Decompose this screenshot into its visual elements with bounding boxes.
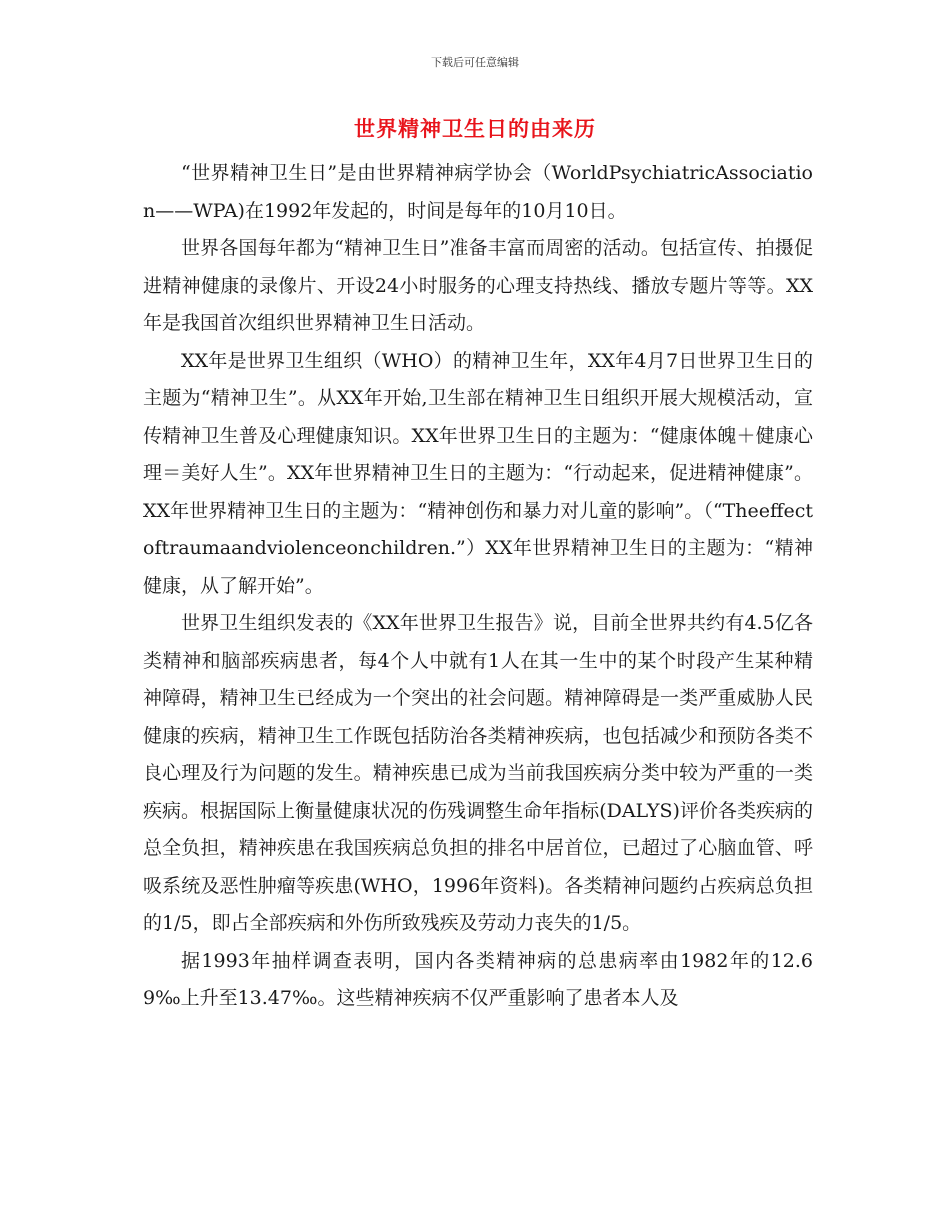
document-title: 世界精神卫生日的由来历	[354, 117, 596, 141]
paragraph-origin: “世界精神卫生日”是由世界精神病学协会（WorldPsychiatricAssociation——WPA)在1992年发起的，时间是每年的10月10日。	[143, 162, 813, 222]
header-note: 下载后可任意编辑	[431, 56, 519, 69]
paragraph-themes: XX年是世界卫生组织（WHO）的精神卫生年，XX年4月7日世界卫生日的主题为“精神卫生”。从XX年开始,卫生部在精神卫生日组织开展大规模活动，宣传精神卫生普及心理健康知识。XX年世界卫生日的主题为：“健康体魄＋健康心理＝美好人生”。XX年世界精神卫生日的主题为：“行动起来，促进精神健康”。XX年世界精神卫生日的主题为：“精神创伤和暴力对儿童的影响”。（“Theeffectoftraumaandviolenceonchildren.”）XX年世界精神卫生日的主题为：“精神健康，从了解开始”。	[143, 349, 813, 597]
document-body	[143, 155, 813, 1018]
paragraph-who-report: 世界卫生组织发表的《XX年世界卫生报告》说，目前全世界共约有4.5亿各类精神和脑部疾病患者，每4个人中就有1人在其一生中的某个时段产生某种精神障碍，精神卫生已经成为一个突出的社会问题。精神障碍是一类严重威胁人民健康的疾病，精神卫生工作既包括防治各类精神疾病，也包括减少和预防各类不良心理及行为问题的发生。精神疾患已成为当前我国疾病分类中较为严重的一类疾病。根据国际上衡量健康状况的伤残调整生命年指标(DALYS)评价各类疾病的总全负担，精神疾患在我国疾病总负担的排名中居首位，已超过了心脑血管、呼吸系统及恶性肿瘤等疾患(WHO，1996年资料)。各类精神问题约占疾病总负担的1/5，即占全部疾病和外伤所致残疾及劳动力丧失的1/5。	[143, 612, 813, 934]
paragraph-survey: 据1993年抽样调查表明，国内各类精神病的总患病率由1982年的12.69‰上升至13.47‰。这些精神疾病不仅严重影响了患者本人及	[143, 949, 813, 1009]
paragraph-activities: 世界各国每年都为“精神卫生日”准备丰富而周密的活动。包括宣传、拍摄促进精神健康的录像片、开设24小时服务的心理支持热线、播放专题片等等。XX年是我国首次组织世界精神卫生日活动。	[143, 237, 813, 334]
